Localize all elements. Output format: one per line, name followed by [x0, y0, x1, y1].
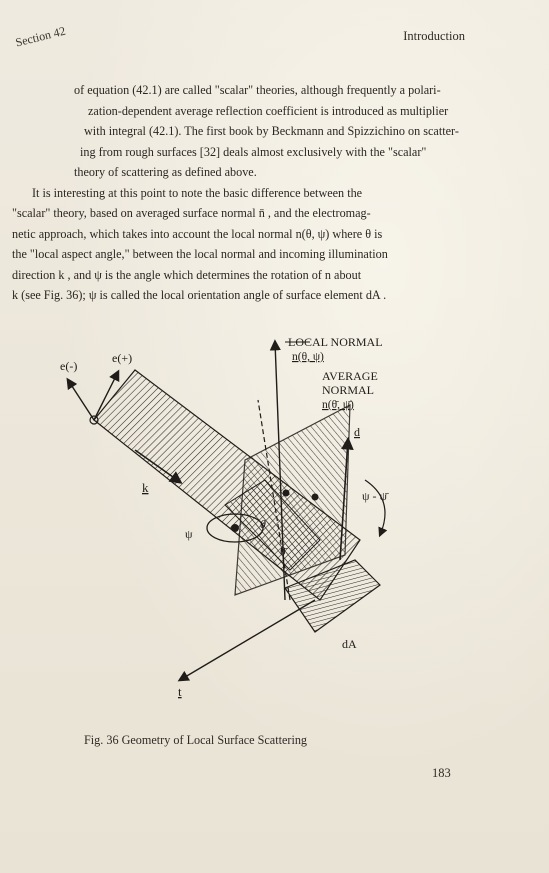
label-psi-minus-psibar: ψ - ψ̄ — [362, 489, 388, 503]
text-line: with integral (42.1). The first book by Beckmann and Spizzichino on scatter- — [84, 124, 459, 138]
label-k: k — [142, 480, 149, 495]
label-local-normal: LOCAL NORMAL — [288, 335, 383, 349]
chapter-header: Introduction — [403, 29, 465, 43]
e-minus-vector — [68, 380, 94, 420]
label-normal: NORMAL — [322, 383, 375, 397]
text-line: It is interesting at this point to note the basic difference between the — [32, 185, 363, 200]
scattering-geometry-figure — [60, 330, 490, 710]
label-dA: dA — [342, 637, 357, 651]
text-line: the "local aspect angle," between the local normal and incoming illumination — [12, 247, 388, 261]
text-line: "scalar" theory, based on averaged surface normal n̄ , and the electromag- — [12, 206, 371, 220]
label-theta: θ — [260, 517, 266, 531]
label-d: d — [354, 425, 360, 439]
text-line: theory of scattering as defined above. — [74, 165, 257, 179]
text-line: netic approach, which takes into account the local normal n(θ, ψ) where θ is — [12, 226, 383, 241]
section-header: Section 42 — [14, 23, 67, 50]
text-line: zation-dependent average reflection coefficient is introduced as multiplier — [88, 103, 449, 118]
label-average: AVERAGE — [322, 369, 378, 383]
page-number: 183 — [432, 766, 451, 780]
label-e-plus: e(+) — [112, 351, 133, 365]
label-local-normal-symbol: n(θ, ψ) — [292, 351, 324, 363]
label-theta-bar: θ̄ — [280, 544, 286, 558]
text-line: of equation (42.1) are called "scalar" theories, although frequently a polari- — [74, 83, 441, 97]
label-psi: ψ — [185, 527, 193, 541]
text-line: k (see Fig. 36); ψ is called the local orientation angle of surface element dA . — [12, 288, 387, 302]
t-vector — [180, 600, 315, 680]
text-line: ing from rough surfaces [32] deals almost exclusively with the "scalar" — [80, 144, 427, 159]
body-text — [12, 80, 482, 306]
text-line: direction k , and ψ is the angle which determines the rotation of n about — [12, 267, 362, 282]
label-average-normal-symbol: n(θ̄, ψ̄) — [322, 399, 354, 411]
label-e-minus: e(-) — [60, 359, 78, 373]
figure-caption: Fig. 36 Geometry of Local Surface Scattering — [84, 733, 308, 747]
label-t: t — [178, 684, 182, 699]
